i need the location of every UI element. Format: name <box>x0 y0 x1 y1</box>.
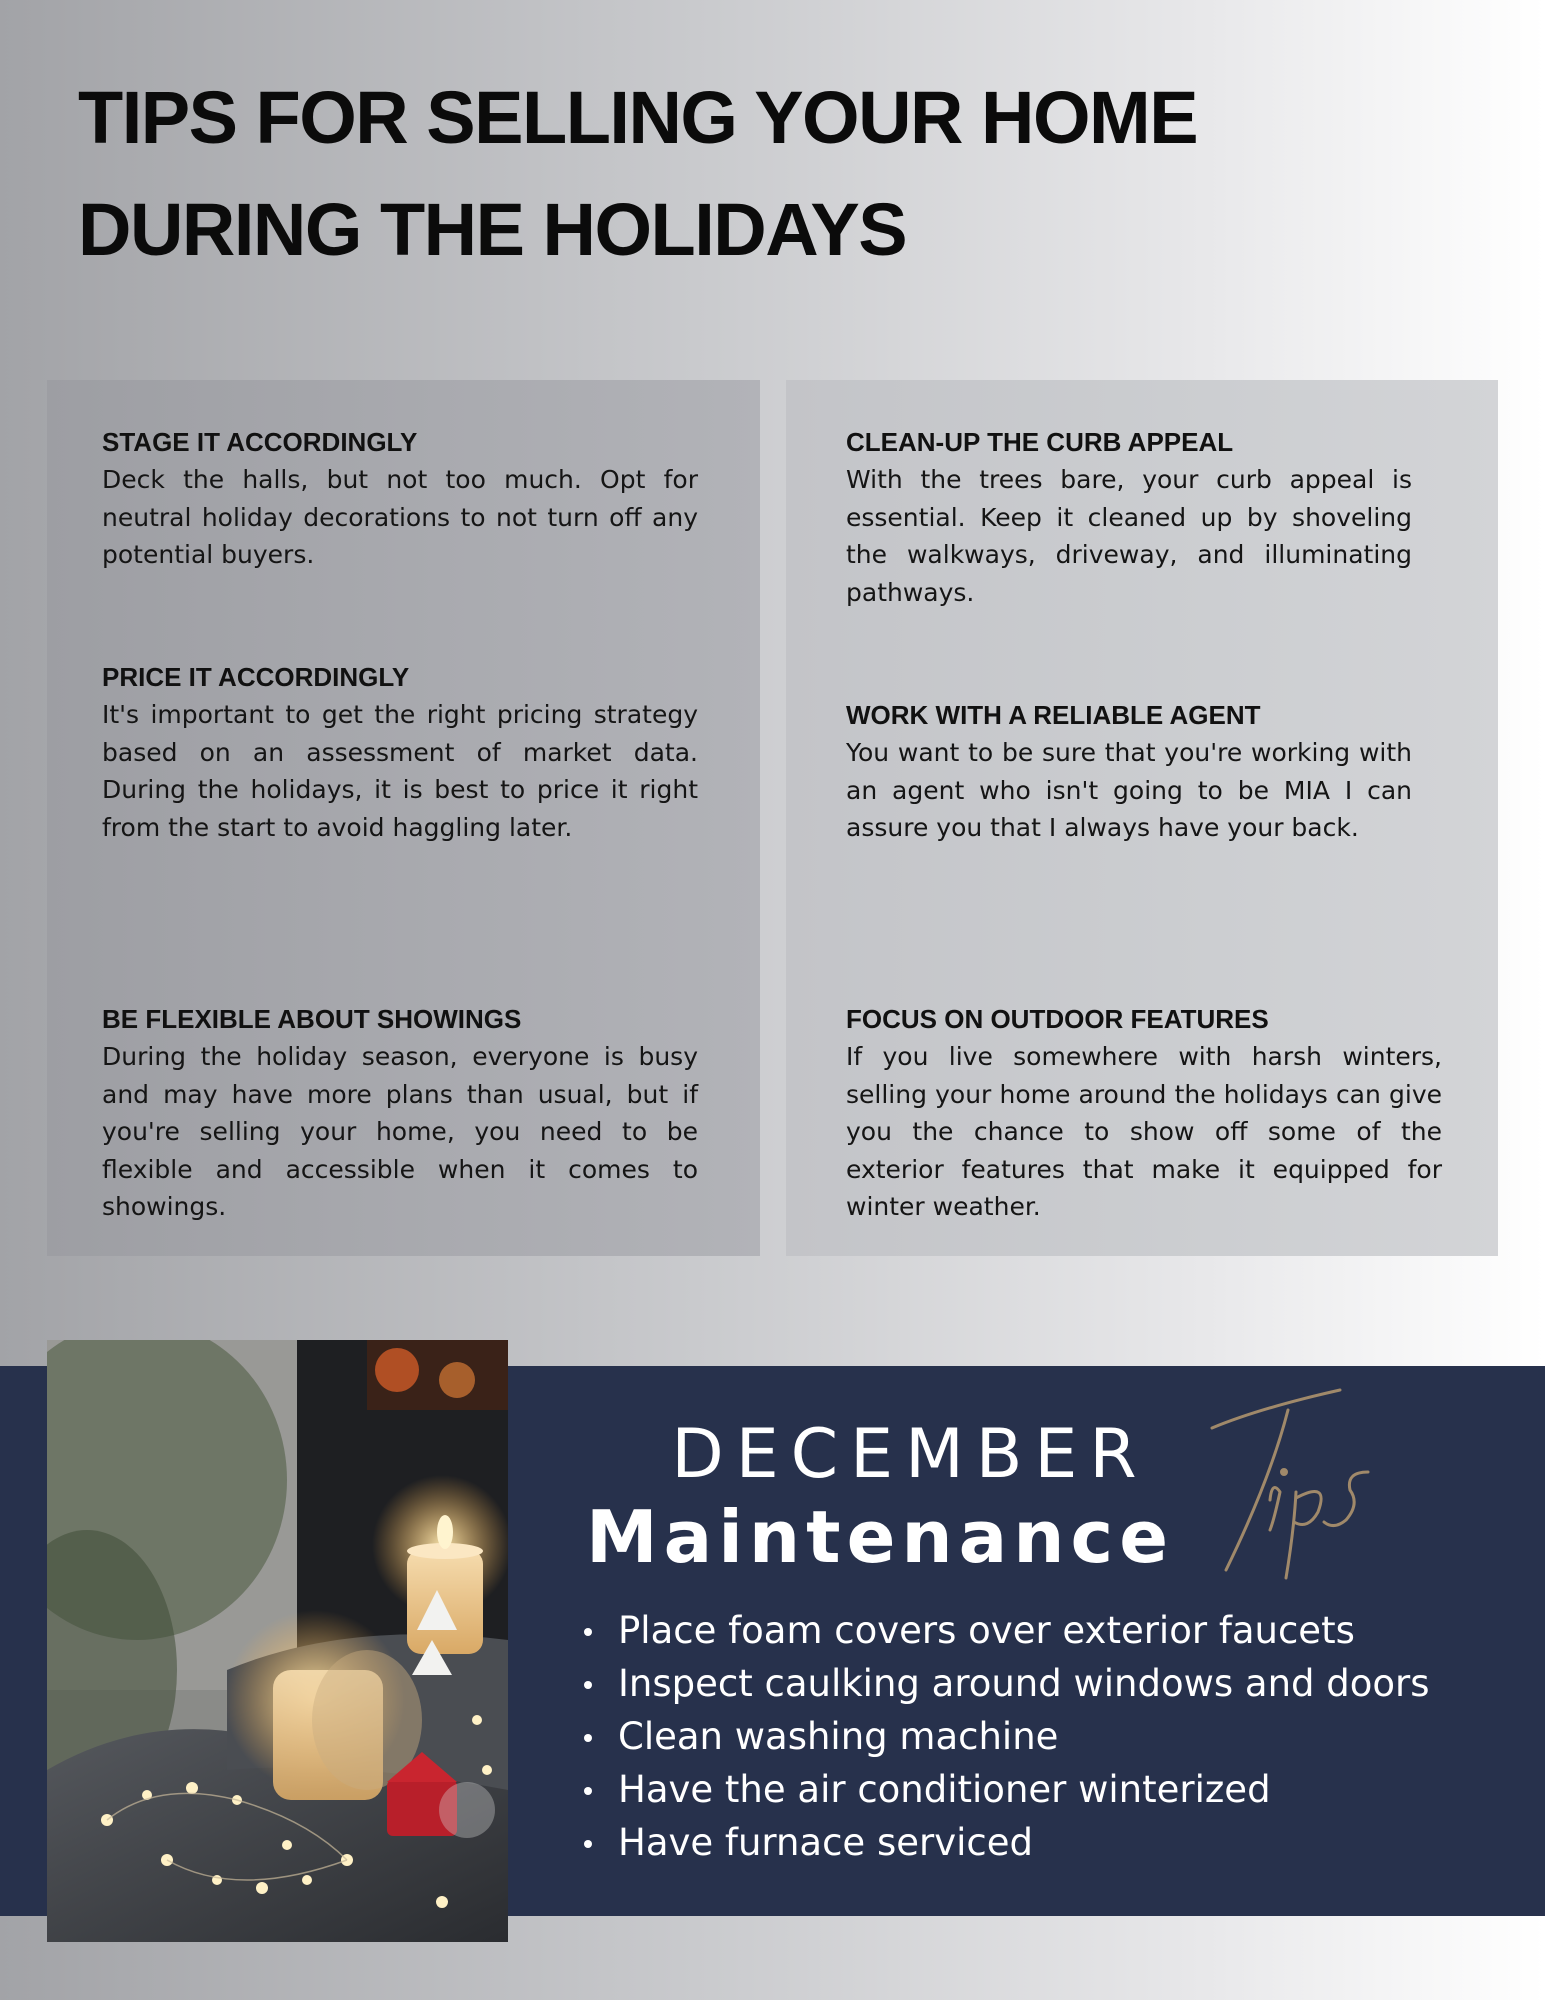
tip-heading: WORK WITH A RELIABLE AGENT <box>846 700 1261 730</box>
page-title-line-2: DURING THE HOLIDAYS <box>78 188 907 271</box>
tip-body: If you live somewhere with harsh winters, selling your home around the holidays can give you the chance to show off some of the exterior features that make it equipped for winter weather. <box>846 1042 1442 1222</box>
list-item: Clean washing machine <box>580 1710 1430 1763</box>
photo-illustration <box>47 1340 508 1942</box>
maintenance-list <box>580 1604 1430 1869</box>
tip-body: It's important to get the right pricing strategy based on an assessment of market data. During the holidays, it is best to price it right from the start to avoid haggling later. <box>102 700 698 842</box>
maintenance-heading: Maintenance <box>586 1495 1175 1579</box>
tip-heading: STAGE IT ACCORDINGLY <box>102 427 418 457</box>
tips-script-logo <box>1200 1380 1380 1580</box>
tip-curb-appeal <box>846 424 1412 611</box>
tip-heading: BE FLEXIBLE ABOUT SHOWINGS <box>102 1004 522 1034</box>
tip-heading: PRICE IT ACCORDINGLY <box>102 662 410 692</box>
december-heading: DECEMBER <box>671 1415 1149 1494</box>
tips-panel-right <box>786 380 1498 1256</box>
list-item: Have the air conditioner winterized <box>580 1763 1430 1816</box>
tips-panel-left <box>47 380 760 1256</box>
tip-body: With the trees bare, your curb appeal is essential. Keep it cleaned up by shoveling the walkways, driveway, and illuminating pathways. <box>846 465 1412 607</box>
list-item: Have furnace serviced <box>580 1816 1430 1869</box>
tip-heading: CLEAN-UP THE CURB APPEAL <box>846 427 1234 457</box>
list-item: Place foam covers over exterior faucets <box>580 1604 1430 1657</box>
tip-body: You want to be sure that you're working with an agent who isn't going to be MIA I can assure you that I always have your back. <box>846 738 1412 843</box>
page-title-line-1: TIPS FOR SELLING YOUR HOME <box>78 76 1198 159</box>
candle-lights-photo <box>47 1340 508 1942</box>
tip-heading: FOCUS ON OUTDOOR FEATURES <box>846 1004 1269 1034</box>
page-title <box>78 62 1398 286</box>
tip-flexible-showings <box>102 1001 698 1226</box>
tip-price-it <box>102 659 698 846</box>
tip-outdoor-features <box>846 1001 1442 1226</box>
tip-body: During the holiday season, everyone is busy and may have more plans than usual, but if you're selling your home, you need to be flexible and accessible when it comes to showings. <box>102 1042 698 1222</box>
tip-reliable-agent <box>846 697 1412 847</box>
tip-stage-it <box>102 424 698 574</box>
list-item: Inspect caulking around windows and doors <box>580 1657 1430 1710</box>
tip-body: Deck the halls, but not too much. Opt for neutral holiday decorations to not turn off any potential buyers. <box>102 465 698 570</box>
